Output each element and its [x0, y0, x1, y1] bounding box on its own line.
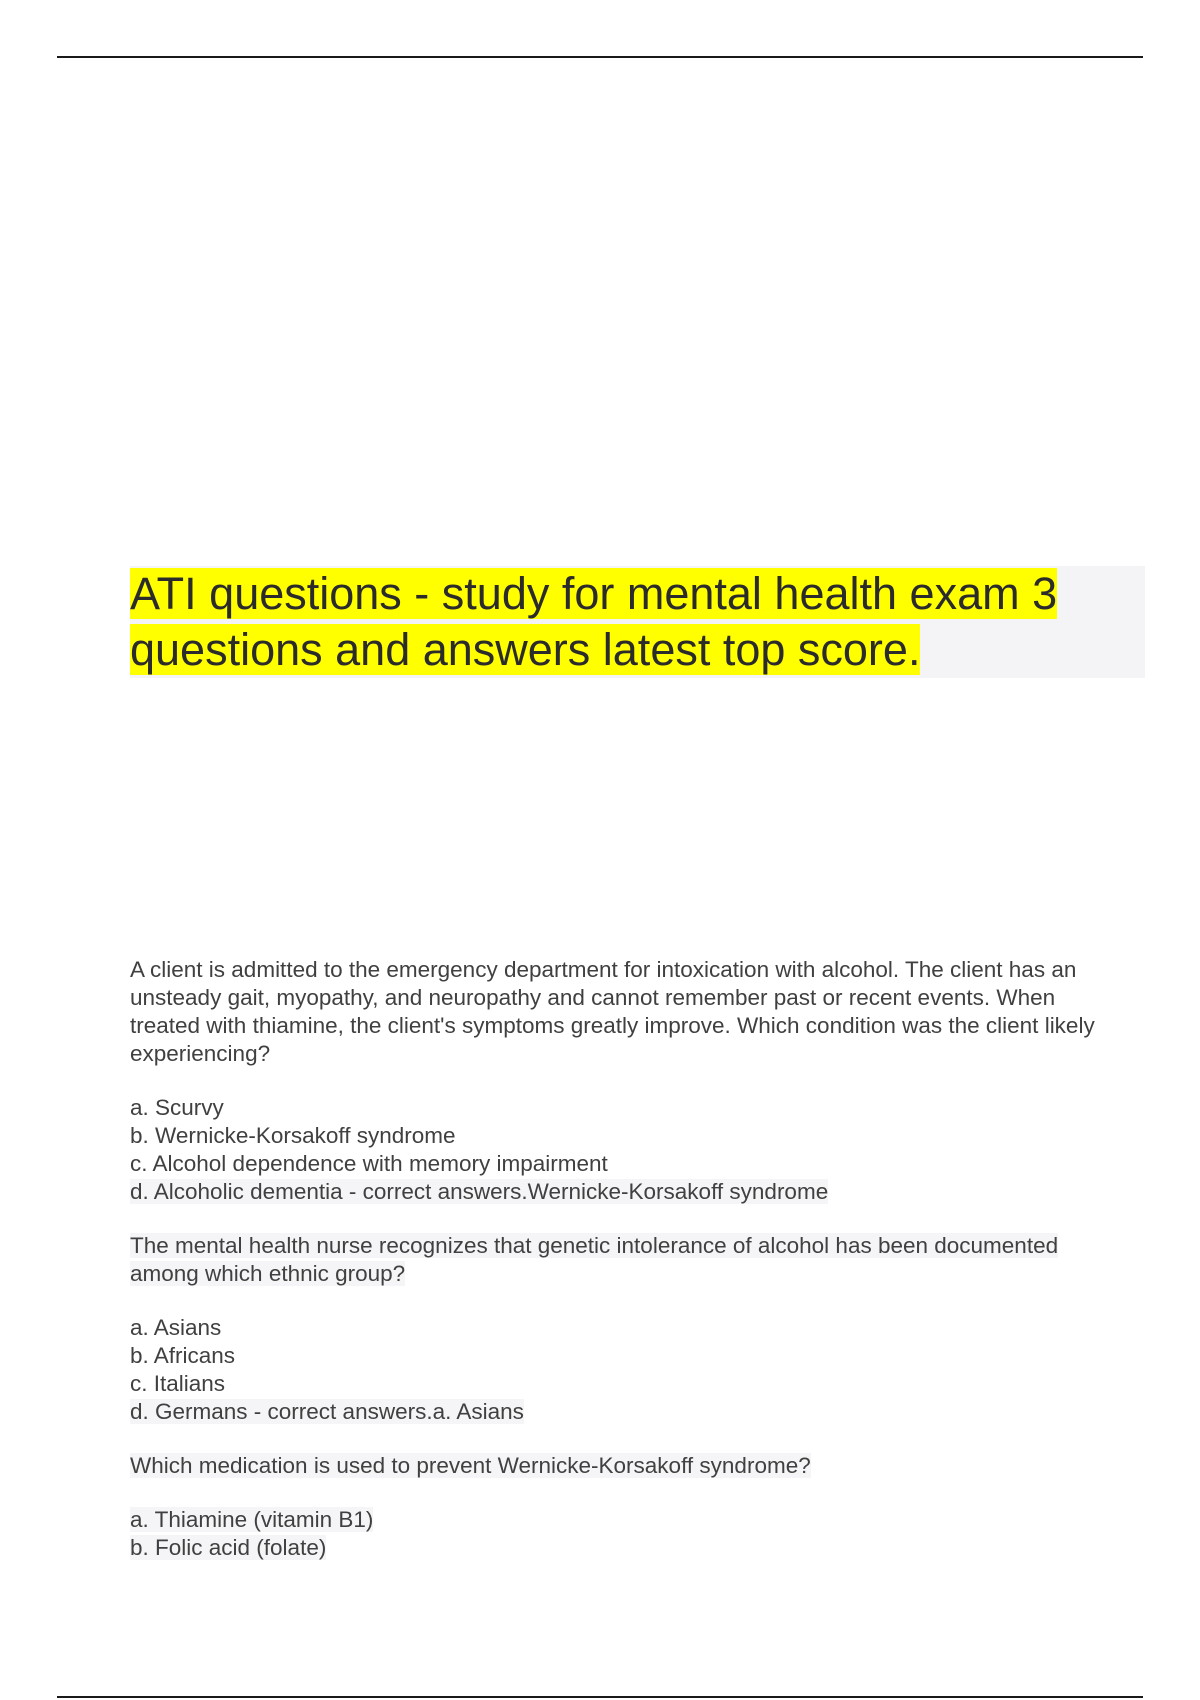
option-item: b. Wernicke-Korsakoff syndrome	[130, 1123, 456, 1148]
header-rule	[57, 56, 1143, 58]
option-item: a. Thiamine (vitamin B1)	[130, 1507, 374, 1532]
option-list	[130, 1314, 1130, 1426]
title-line-2: questions and answers latest top score.	[130, 624, 921, 675]
document-title	[130, 566, 1145, 678]
question-text: Which medication is used to prevent Wernicke-Korsakoff syndrome?	[130, 1453, 811, 1478]
title-line-1: ATI questions - study for mental health exam 3	[130, 568, 1058, 619]
option-item: a. Asians	[130, 1315, 222, 1340]
question-1	[130, 956, 1130, 1206]
option-item: b. Folic acid (folate)	[130, 1535, 327, 1560]
question-text: A client is admitted to the emergency department for intoxication with alcohol. The client has an unsteady gait, myopathy, and neuropathy and cannot remember past or recent events. When treated with thiamine, the client's symptoms greatly improve. Which condition was the client likely experiencing?	[130, 957, 1095, 1066]
question-list	[130, 956, 1130, 1588]
question-text: The mental health nurse recognizes that genetic intolerance of alcohol has been documented among which ethnic group?	[130, 1233, 1059, 1286]
option-item-answer: d. Germans - correct answers.a. Asians	[130, 1399, 524, 1424]
footer-rule	[57, 1696, 1143, 1698]
option-item-answer: d. Alcoholic dementia - correct answers.Wernicke-Korsakoff syndrome	[130, 1179, 829, 1204]
option-item: c. Alcohol dependence with memory impairment	[130, 1151, 608, 1176]
option-item: c. Italians	[130, 1371, 226, 1396]
option-item: b. Africans	[130, 1343, 236, 1368]
option-list	[130, 1094, 1130, 1206]
question-3	[130, 1452, 1130, 1562]
question-2	[130, 1232, 1130, 1426]
option-list	[130, 1506, 1130, 1562]
option-item: a. Scurvy	[130, 1095, 224, 1120]
